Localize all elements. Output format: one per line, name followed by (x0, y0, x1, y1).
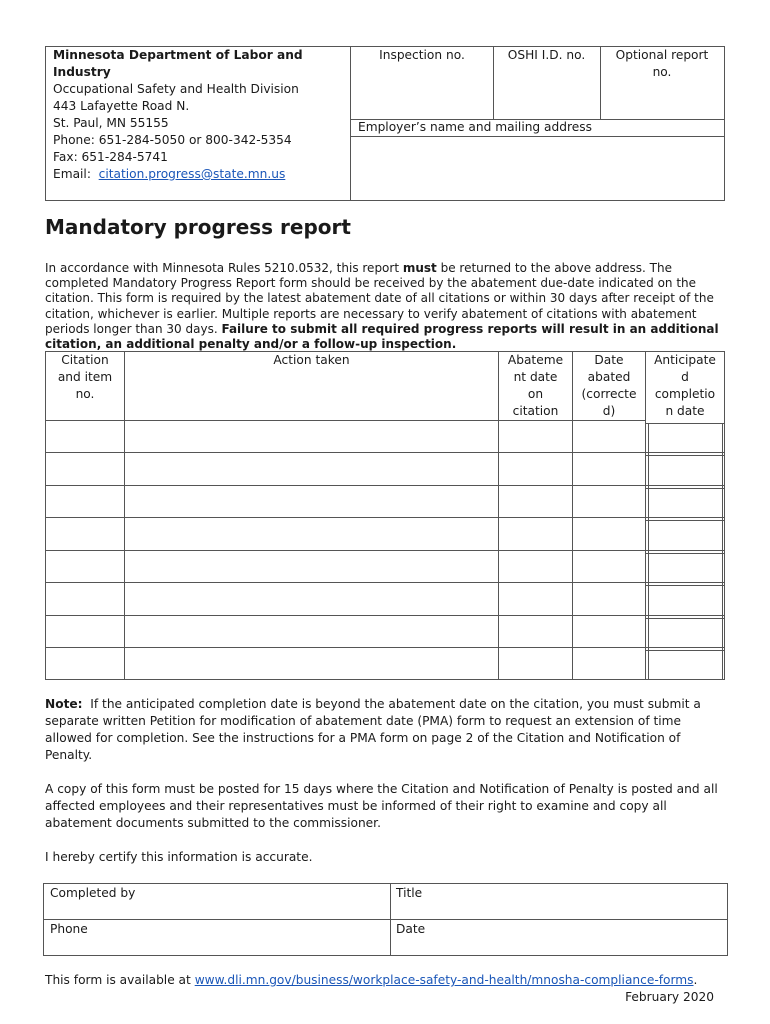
optional-report-label-2: no. (652, 65, 672, 79)
intro-text-1: In accordance with Minnesota Rules 5210.0532, this report (45, 261, 403, 275)
address-line-1: 443 Lafayette Road N. (53, 99, 190, 113)
optional-report-label (600, 47, 724, 81)
divider (648, 423, 649, 679)
divider (645, 452, 724, 453)
forms-url-link[interactable]: www.dli.mn.gov/business/workplace-safety-and-health/mnosha-compliance-forms (194, 973, 694, 987)
note-label: Note: (45, 697, 83, 711)
divider (645, 517, 724, 518)
employer-input[interactable] (352, 137, 723, 199)
col-header-abatement-1: Abateme (507, 353, 564, 367)
intro-emphasis-must: must (402, 261, 437, 275)
email-label: Email: (53, 167, 99, 181)
divider (498, 352, 499, 679)
action-input[interactable] (125, 648, 498, 679)
action-input[interactable] (125, 518, 498, 550)
col-header-anticipated-2: d (681, 370, 689, 384)
email-link[interactable]: citation.progress@state.mn.us (98, 167, 286, 181)
col-header-citation-1: Citation (61, 353, 109, 367)
intro-paragraph (45, 261, 725, 352)
col-header-anticipated-1: Anticipate (654, 353, 716, 367)
divider (645, 455, 724, 456)
completed-by-label: Completed by (50, 886, 136, 900)
employer-label: Employer’s name and mailing address (358, 120, 592, 134)
col-header-action: Action taken (273, 353, 350, 367)
col-header-citation-3: no. (75, 387, 95, 401)
divider (645, 485, 724, 486)
action-input[interactable] (125, 486, 498, 517)
col-header-anticipated (646, 352, 724, 420)
action-input[interactable] (125, 583, 498, 615)
col-header-date-abated-4: d) (602, 404, 616, 418)
progress-table (45, 351, 725, 680)
divider (645, 423, 724, 424)
divider (645, 615, 724, 616)
division: Occupational Safety and Health Division (53, 82, 299, 96)
intro-warning: Failure to submit all required progress reports will result in an additional citation, an additional penalty and/or a follow-up inspection. (45, 321, 719, 352)
col-header-anticipated-3: completio (654, 387, 716, 401)
col-header-abatement-date (499, 352, 572, 420)
optional-report-input[interactable] (601, 81, 724, 118)
col-header-date-abated-3: (correcte (581, 387, 637, 401)
divider (645, 352, 646, 679)
col-header-abatement-3: on (527, 387, 544, 401)
col-header-date-abated-2: abated (587, 370, 631, 384)
divider (572, 352, 573, 679)
action-input[interactable] (125, 551, 498, 582)
intro-text-2: be returned to the above address. The completed Mandatory Progress Report form should be received by the abatement due-date indicated on the citation. This form is required by the latest abatement date of all citations or within 30 days after receipt of the citation, whichever is earlier. Multiple reports are necessary to verify abatement of citations with abatement periods longer than 30 days. (45, 261, 714, 336)
inspection-no-label: Inspection no. (379, 48, 465, 62)
certify-statement: I hereby certify this information is accurate. (45, 850, 313, 864)
divider (722, 423, 723, 679)
divider (44, 919, 727, 920)
phone: Phone: 651-284-5050 or 800-342-5354 (53, 133, 292, 147)
footer-availability (45, 972, 697, 989)
col-header-citation (46, 352, 124, 403)
note-paragraph (45, 696, 725, 764)
action-input[interactable] (125, 421, 498, 452)
email-row (53, 166, 351, 183)
inspection-no-input[interactable] (352, 81, 492, 118)
phone-label: Phone (50, 922, 88, 936)
divider (645, 650, 724, 651)
divider (645, 553, 724, 554)
department-block (45, 46, 351, 201)
completed-by-input[interactable] (144, 885, 384, 917)
signature-table (43, 883, 728, 956)
date-label: Date (396, 922, 426, 936)
department-name: Minnesota Department of Labor and (53, 48, 303, 62)
oshi-id-label: OSHI I.D. no. (507, 48, 586, 62)
title-input[interactable] (444, 885, 724, 917)
date-input[interactable] (444, 921, 724, 953)
oshi-id-input[interactable] (494, 81, 599, 118)
optional-report-label-1: Optional report (615, 48, 709, 62)
col-header-date-abated (573, 352, 645, 420)
col-header-abatement-2: nt date (513, 370, 558, 384)
address-line-2: St. Paul, MN 55155 (53, 116, 169, 130)
revision-date: February 2020 (625, 990, 714, 1004)
action-input[interactable] (125, 616, 498, 647)
note-text: If the anticipated completion date is beyond the abatement date on the citation, you must submit a separate written Petition for modification of abatement date (PMA) form to request an extension of time allowed for completion. See the instructions for a PMA form on page 2 of the Citation and Notification of Penalty. (45, 697, 705, 762)
title-label: Title (396, 886, 423, 900)
footer-prefix: This form is available at (45, 973, 195, 987)
col-header-citation-2: and item (57, 370, 113, 384)
divider (645, 618, 724, 619)
divider (645, 582, 724, 583)
page-title: Mandatory progress report (45, 215, 351, 239)
col-header-abatement-4: citation (512, 404, 559, 418)
divider (645, 488, 724, 489)
fax: Fax: 651-284-5741 (53, 150, 168, 164)
posting-paragraph: A copy of this form must be posted for 15 days where the Citation and Notification of Penalty is posted and all affected employees and their representatives must be informed of their right to examine and copy all abatement documents submitted to the commissioner. (45, 782, 718, 830)
action-input[interactable] (125, 453, 498, 485)
footer-suffix: . (693, 973, 698, 987)
divider (645, 647, 724, 648)
phone-input[interactable] (104, 921, 384, 953)
department-name-cont: Industry (53, 65, 111, 79)
col-header-date-abated-1: Date (594, 353, 624, 367)
divider (645, 585, 724, 586)
report-id-fields (350, 46, 725, 201)
divider (645, 520, 724, 521)
col-header-anticipated-4: n date (665, 404, 705, 418)
divider (645, 550, 724, 551)
